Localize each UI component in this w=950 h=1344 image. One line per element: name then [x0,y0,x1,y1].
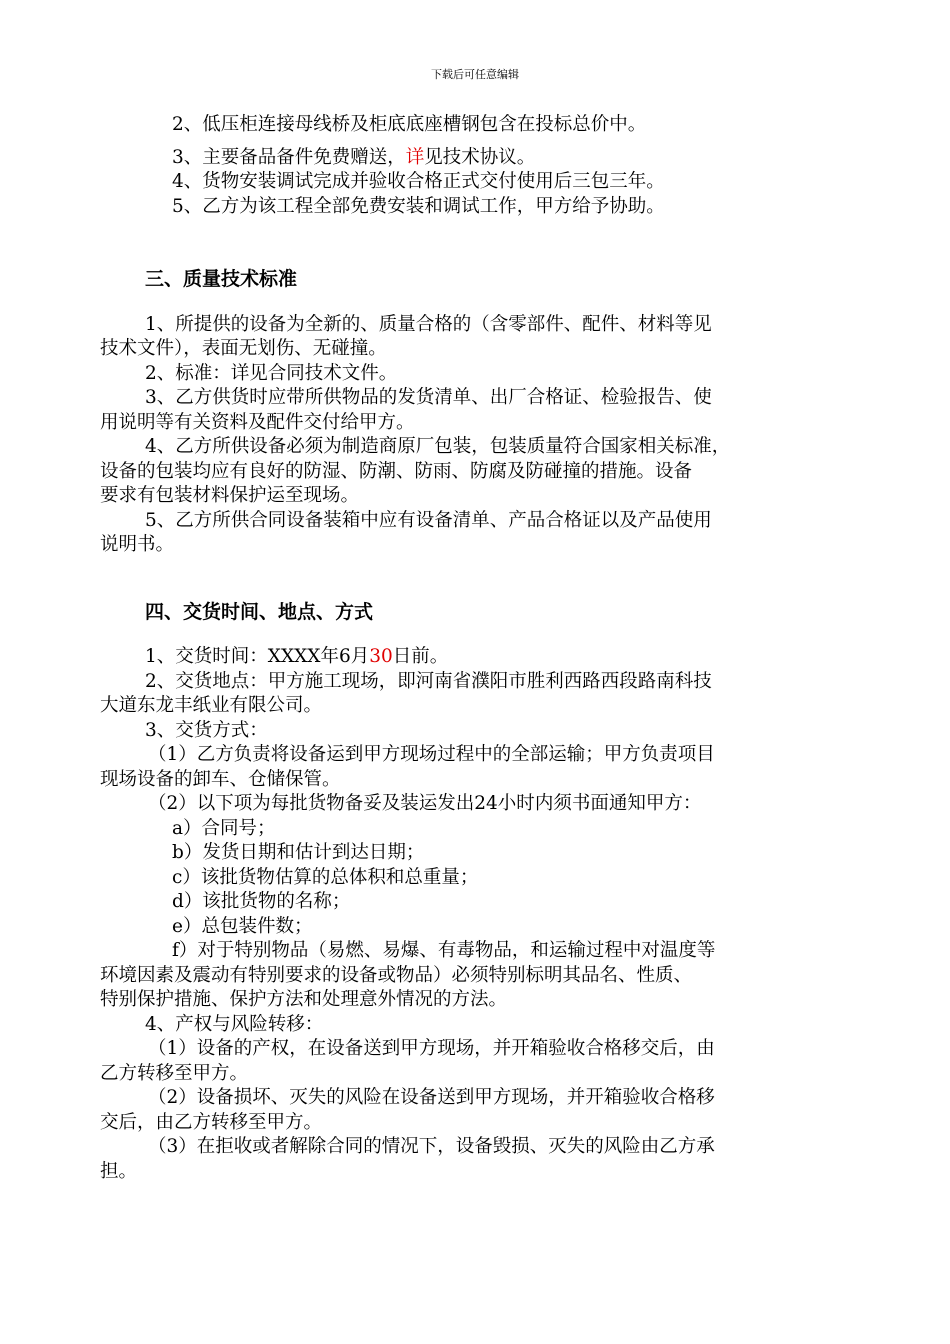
s4-risk-1-line2: 乙方转移至甲方。 [100,1062,249,1084]
s4-item-f-line3: 特别保护措施、保护方法和处理意外情况的方法。 [100,989,508,1010]
s4-delivery-time-red: 30 [369,646,393,667]
s4-item-f-line2: 环境因素及震动有特别要求的设备或物品）必须特别标明其品名、性质、 [100,964,693,986]
s3-p2: 2、标准：详见合同技术文件。 [145,362,398,384]
s4-item-f-line1: f）对于特别物品（易燃、易爆、有毒物品，和运输过程中对温度等 [172,940,716,961]
s3-p4-line1: 4、乙方所供设备必须为制造商原厂包装，包装质量符合国家相关标准， [145,436,731,457]
s4-item-d: d）该批货物的名称； [172,891,351,912]
item-4: 4、货物安装调试完成并验收合格正式交付使用后三包三年。 [172,171,665,192]
s4-delivery-time [100,645,840,670]
s4-method-2: （2）以下项为每批货物备妥及装运发出24小时内须书面通知甲方： [148,793,702,814]
s3-p5-line2: 说明书。 [100,534,175,555]
s3-p4-line3: 要求有包装材料保护运至现场。 [100,485,360,506]
s4-method-1-line1: （1）乙方负责将设备运到甲方现场过程中的全部运输；甲方负责项目 [148,744,715,765]
s4-risk-2-line2: 交后，由乙方转移至甲方。 [100,1111,323,1133]
s3-p4-line2: 设备的包装均应有良好的防湿、防潮、防雨、防腐及防碰撞的措施。设备 [100,460,693,482]
item-3-post: 见技术协议。 [424,146,536,168]
item-3 [100,146,840,171]
s4-delivery-place-line2: 大道东龙丰纸业有限公司。 [100,695,323,716]
s3-p5-line1: 5、乙方所供合同设备装箱中应有设备清单、产品合格证以及产品使用 [145,509,712,531]
s3-p1-line2: 技术文件），表面无划伤、无碰撞。 [100,338,387,359]
document-body [100,113,840,1184]
s4-item-c: c）该批货物估算的总体积和总重量； [172,866,479,888]
s4-method-1-line2: 现场设备的卸车、仓储保管。 [100,768,341,790]
section-4-heading: 四、交货时间、地点、方式 [145,600,374,623]
s3-p3-line2: 用说明等有关资料及配件交付给甲方。 [100,411,415,433]
s3-p1-line1: 1、所提供的设备为全新的、质量合格的（含零部件、配件、材料等见 [145,313,712,335]
s4-delivery-place-line1: 2、交货地点：甲方施工现场，即河南省濮阳市胜利西路西段路南科技 [145,670,712,692]
item-3-red: 详 [405,146,425,168]
item-3-pre: 3、主要备品备件免费赠送， [172,146,406,168]
s3-p3-line1: 3、乙方供货时应带所供物品的发货清单、出厂合格证、检验报告、使 [145,387,712,408]
s4-ownership-risk: 4、产权与风险转移： [145,1013,324,1035]
s4-item-a: a）合同号； [172,817,276,839]
s4-delivery-time-post: 日前。 [392,646,449,667]
item-5: 5、乙方为该工程全部免费安装和调试工作，甲方给予协助。 [172,195,665,217]
s4-item-e: e）总包装件数； [172,915,313,937]
s4-delivery-method: 3、交货方式： [145,719,268,741]
section-3-heading: 三、质量技术标准 [145,268,298,290]
s4-risk-3-line2: 担。 [100,1160,138,1182]
page-header: 下载后可任意编辑 [431,68,519,81]
s4-risk-1-line1: （1）设备的产权，在设备送到甲方现场，并开箱验收合格移交后，由 [148,1038,715,1059]
s4-risk-3-line1: （3）在拒收或者解除合同的情况下，设备毁损、灭失的风险由乙方承 [148,1136,715,1157]
s4-item-b: b）发货日期和估计到达日期； [172,842,425,863]
s4-delivery-time-pre: 1、交货时间：XXXX年6月 [145,646,370,667]
s4-risk-2-line1: （2）设备损坏、灭失的风险在设备送到甲方现场，并开箱验收合格移 [148,1087,715,1108]
item-2: 2、低压柜连接母线桥及柜底底座槽钢包含在投标总价中。 [172,114,647,135]
